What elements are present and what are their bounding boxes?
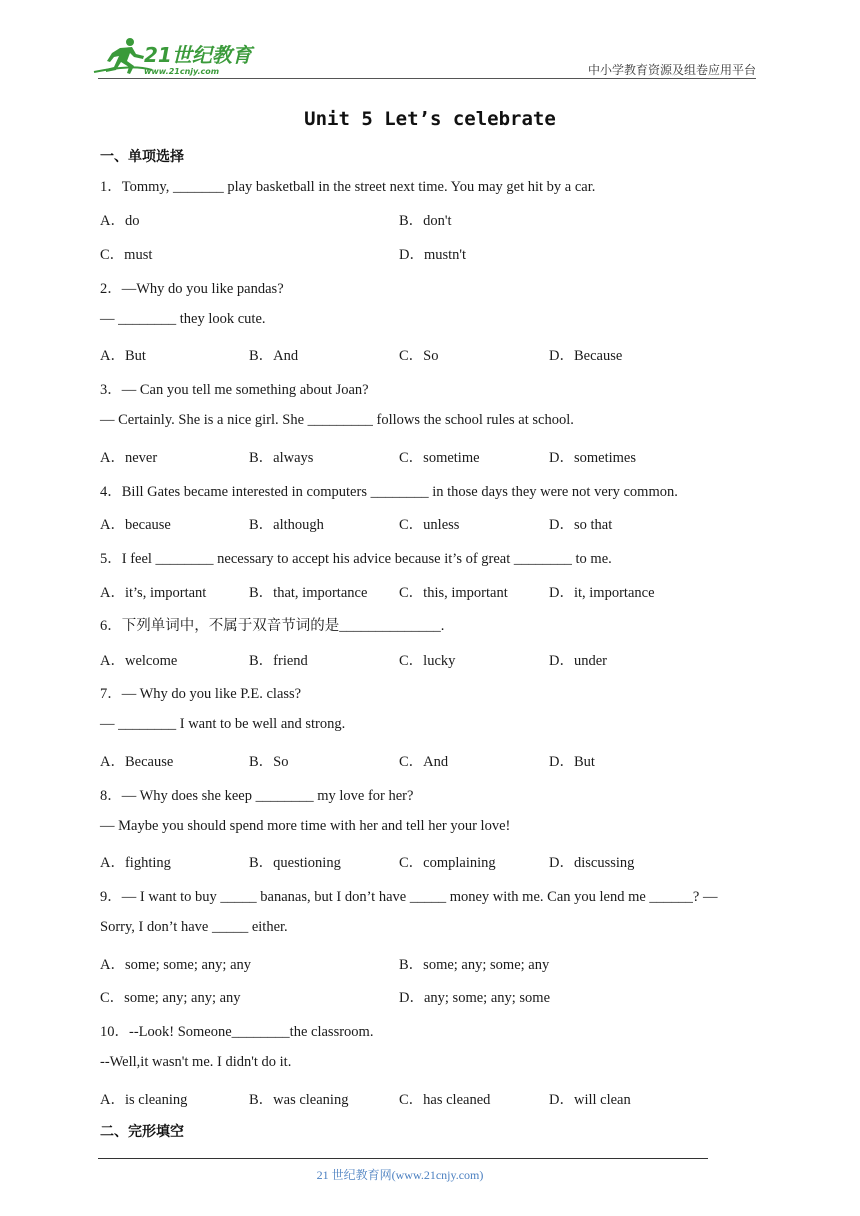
option-3b: B．always: [249, 450, 314, 466]
option-3a: A．never: [100, 450, 158, 466]
page-title: Unit 5 Let’s celebrate: [304, 108, 556, 130]
question-8-text-line2: — Maybe you should spend more time with her and tell her your love!: [100, 818, 511, 834]
option-1b: B．don't: [399, 213, 452, 229]
logo-url-text: www.21cnjy.com: [144, 67, 220, 76]
option-2c: C．So: [399, 348, 439, 364]
option-2a: A．But: [100, 348, 146, 364]
option-9d: D．any; some; any; some: [399, 990, 551, 1006]
header-platform-text: 中小学教育资源及组卷应用平台: [587, 63, 756, 77]
site-logo: [92, 34, 262, 78]
option-6b: B．friend: [249, 653, 308, 669]
option-6d: D．under: [549, 653, 607, 669]
question-3-text: 3．— Can you tell me something about Joan?: [100, 382, 369, 398]
question-5-text: 5．I feel ________ necessary to accept his advice because it’s of great ________ to me.: [100, 551, 612, 567]
option-4b: B．although: [249, 517, 324, 533]
option-8b: B．questioning: [249, 855, 341, 871]
option-10b: B．was cleaning: [249, 1092, 349, 1108]
option-5a: A．it’s, important: [100, 585, 207, 601]
question-7-text: 7．— Why do you like P.E. class?: [100, 686, 302, 702]
option-4d: D．so that: [549, 517, 613, 533]
option-9a: A．some; some; any; any: [100, 957, 252, 973]
option-8c: C．complaining: [399, 855, 496, 871]
option-9b: B．some; any; some; any: [399, 957, 550, 973]
option-7d: D．But: [549, 754, 595, 770]
option-2d: D．Because: [549, 348, 623, 364]
option-5d: D．it, importance: [549, 585, 655, 601]
option-7a: A．Because: [100, 754, 174, 770]
option-4c: C．unless: [399, 517, 460, 533]
header-divider: [98, 78, 756, 79]
option-7b: B．So: [249, 754, 289, 770]
question-1-text: 1．Tommy, _______ play basketball in the street next time. You may get hit by a car.: [100, 179, 596, 195]
option-3c: C．sometime: [399, 450, 480, 466]
option-1c: C．must: [100, 247, 153, 263]
question-7-text-line2: — ________ I want to be well and strong.: [100, 716, 346, 732]
section-heading-cloze: 二、完形填空: [100, 1124, 184, 1140]
question-3-text-line2: — Certainly. She is a nice girl. She _________ follows the school rules at school.: [100, 412, 574, 428]
option-8a: A．fighting: [100, 855, 171, 871]
question-8-text: 8．— Why does she keep ________ my love for her?: [100, 788, 414, 804]
footer-text: 21 世纪教育网(www.21cnjy.com): [316, 1168, 484, 1182]
option-7c: C．And: [399, 754, 449, 770]
option-10c: C．has cleaned: [399, 1092, 491, 1108]
option-2b: B．And: [249, 348, 299, 364]
option-10d: D．will clean: [549, 1092, 631, 1108]
option-1d: D．mustn't: [399, 247, 467, 263]
option-6a: A．welcome: [100, 653, 178, 669]
option-1a: A．do: [100, 213, 140, 229]
question-6-text: 6．下列单词中，不属于双音节词的是______________.: [100, 618, 445, 634]
option-8d: D．discussing: [549, 855, 635, 871]
question-10-text: 10．--Look! Someone________the classroom.: [100, 1024, 374, 1040]
question-10-text-line2: --Well,it wasn't me. I didn't do it.: [100, 1054, 292, 1070]
logo-main-text: 21世纪教育: [144, 43, 252, 67]
option-5b: B．that, importance: [249, 585, 368, 601]
footer-divider: [98, 1158, 708, 1159]
option-4a: A．because: [100, 517, 171, 533]
section-heading-single-choice: 一、单项选择: [100, 149, 184, 165]
option-10a: A．is cleaning: [100, 1092, 188, 1108]
option-5c: C．this, important: [399, 585, 508, 601]
option-6c: C．lucky: [399, 653, 456, 669]
question-9-text: 9．— I want to buy _____ bananas, but I don’t have _____ money with me. Can you lend me ______? —: [100, 889, 718, 905]
question-4-text: 4．Bill Gates became interested in computers ________ in those days they were not very common.: [100, 484, 678, 500]
question-2-text: 2．—Why do you like pandas?: [100, 281, 284, 297]
option-3d: D．sometimes: [549, 450, 636, 466]
question-2-text-line2: — ________ they look cute.: [100, 311, 266, 327]
question-9-text-line2: Sorry, I don’t have _____ either.: [100, 919, 288, 935]
option-9c: C．some; any; any; any: [100, 990, 241, 1006]
